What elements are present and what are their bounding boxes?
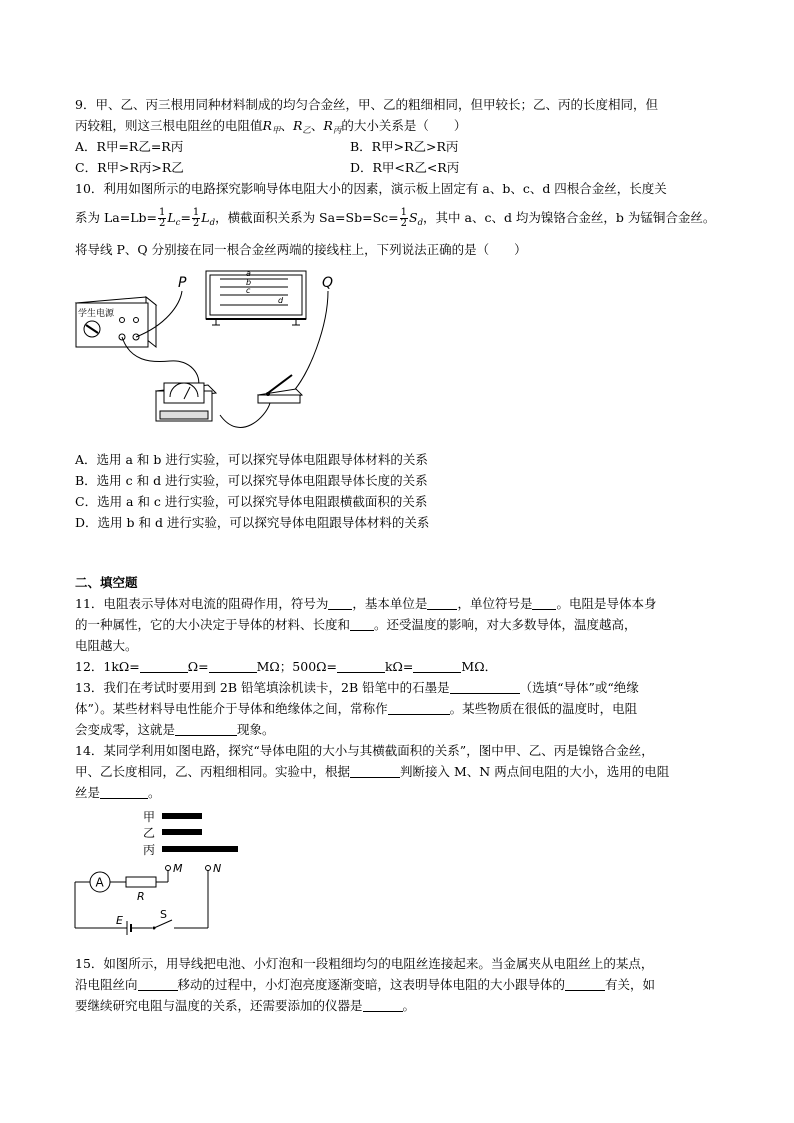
label-yi: 乙	[143, 826, 156, 840]
q10-line3: 将导线 P、Q 分别接在同一根合金丝两端的接线柱上，下列说法正确的是（ ）	[75, 242, 527, 257]
power-supply-icon	[76, 297, 156, 347]
q12-line: 12．1kΩ= Ω= MΩ；500Ω= kΩ= MΩ．	[75, 659, 498, 674]
fraction: $\frac{1}{2}$	[158, 207, 166, 229]
blank[interactable]	[328, 597, 352, 610]
q9-line2-post: 的大小关系是（ ）	[341, 118, 467, 133]
q10-option-c: C．选用 a 和 c 进行实验，可以探究导体电阻跟横截面积的关系	[75, 494, 428, 509]
blank[interactable]	[138, 978, 178, 991]
blank[interactable]	[427, 597, 457, 610]
section-heading: 二、填空题	[75, 575, 138, 590]
terminal-M	[166, 866, 171, 871]
q10-option-b: B．选用 c 和 d 进行实验，可以探究导体电阻跟导体长度的关系	[75, 473, 428, 488]
q14-line1: 14．某同学利用如图电路，探究“导体电阻的大小与其横截面积的关系”，图中甲、乙、丙是镍铬合金丝，	[75, 743, 654, 758]
q10-line2-a: 系为 La=Lb=	[75, 210, 157, 225]
switch-icon	[154, 920, 172, 928]
r-jia: R	[262, 118, 272, 133]
q10-line2-b: ，横截面积关系为 Sa=Sb=Sc=	[215, 210, 399, 225]
ammeter-label: A	[95, 875, 104, 890]
label-N: N	[213, 862, 222, 875]
ammeter-icon	[156, 383, 216, 421]
wire-bing	[162, 846, 238, 852]
switch-icon	[258, 375, 302, 403]
q11-line1: 11．电阻表示导体对电流的阻碍作用，符号为 ，基本单位是 ，单位符号是 。电阻是导体本身	[75, 596, 657, 611]
blank[interactable]	[175, 723, 237, 736]
q13-line2: 体”）。某些材料导电性能介于导体和绝缘体之间，常称作 。某些物质在很低的温度时，电阻	[75, 701, 638, 716]
q11-line2: 的一种属性，它的大小决定于导体的材料、长度和 。还受温度的影响，对大多数导体，温度越高，	[75, 617, 637, 632]
blank[interactable]	[363, 999, 403, 1012]
q11-line3: 电阻越大。	[75, 638, 138, 653]
q9-line1: 9．甲、乙、丙三根用同种材料制成的均匀合金丝，甲、乙的粗细相同，但甲较长；乙、丙的长度相同，但	[75, 97, 658, 112]
blank[interactable]	[413, 660, 461, 673]
q9-option-b: B．R甲>R乙>R丙	[350, 139, 459, 154]
label-Q: Q	[322, 275, 334, 291]
q9-option-c: C．R甲>R丙>R乙	[75, 160, 184, 175]
blank[interactable]	[100, 786, 148, 799]
sub-bing: 丙	[332, 126, 342, 136]
q14-circuit-figure	[70, 808, 250, 938]
r-bing: R	[323, 118, 333, 133]
blank[interactable]	[388, 702, 450, 715]
resistor-label: R	[137, 890, 145, 903]
label-bing: 丙	[143, 843, 156, 857]
fraction: $\frac{1}{2}$	[192, 207, 200, 229]
wire-label-d: d	[278, 296, 284, 305]
q9-line2: 丙较粗，则这三根电阻丝的电阻值$R_甲$、$R_乙$、$R_丙$的大小关系是（ ）	[75, 118, 467, 136]
blank[interactable]	[209, 660, 257, 673]
q15-line3: 要继续研究电阻与温度的关系，还需要添加的仪器是 。	[75, 998, 416, 1013]
power-supply-label: 学生电源	[78, 309, 115, 319]
wire-yi	[162, 829, 202, 835]
blank[interactable]	[450, 681, 520, 694]
fraction: $\frac{1}{2}$	[400, 207, 407, 229]
q10-circuit-figure	[70, 265, 370, 445]
battery-label: E	[116, 914, 123, 927]
q9-option-a: A．R甲=R乙=R丙	[75, 139, 184, 154]
blank[interactable]	[565, 978, 605, 991]
label-jia: 甲	[143, 810, 156, 824]
q13-line1: 13．我们在考试时要用到 2B 铅笔填涂机读卡，2B 铅笔中的石墨是 （选填“导体”或“绝缘	[75, 680, 639, 695]
sub-yi: 乙	[302, 126, 311, 136]
blank[interactable]	[532, 597, 556, 610]
label-M: M	[173, 862, 183, 875]
q9-line2-pre: 丙较粗，则这三根电阻丝的电阻值	[75, 118, 263, 133]
wire-jia	[162, 813, 202, 819]
blank[interactable]	[337, 660, 385, 673]
q15-line2: 沿电阻丝向 移动的过程中，小灯泡亮度逐渐变暗，这表明导体电阻的大小跟导体的 有关，如	[75, 977, 656, 992]
label-P: P	[178, 275, 187, 291]
wire-label-c: c	[246, 286, 251, 295]
q13-line3: 会变成零，这就是 现象。	[75, 722, 275, 737]
resistor-icon	[126, 877, 156, 887]
q9-option-d: D．R甲<R乙<R丙	[350, 160, 460, 175]
blank[interactable]	[350, 618, 374, 631]
q10-option-a: A．选用 a 和 b 进行实验，可以探究导体电阻跟导体材料的关系	[75, 452, 428, 467]
blank[interactable]	[350, 765, 400, 778]
demo-board	[206, 269, 306, 325]
sub-jia: 甲	[271, 126, 281, 136]
q10-line1: 10．利用如图所示的电路探究影响导体电阻大小的因素，演示板上固定有 a、b、c、d 四根合金丝，长度关	[75, 181, 667, 196]
q10-line2-c: ，其中 a、c、d 均为镍铬合金丝，b 为锰铜合金丝。	[423, 210, 716, 225]
switch-label: S	[160, 908, 167, 921]
terminal-N	[206, 866, 211, 871]
r-yi: R	[292, 118, 303, 133]
q14-line2: 甲、乙长度相同，乙、丙粗细相同。实验中，根据 判断接入 M、N 两点间电阻的大小，选用的电阻	[75, 764, 670, 779]
q10-line2: 系为 La=Lb= $\frac{1}{2}$ $L_c=$ $\frac{1}{2}$ $L_d$，横截面积关系为 Sa=Sb=Sc= $\frac{1}{2}$ $S_d$，其中 a、c、d 均为镍铬合金丝，b 为锰铜合金丝。	[75, 207, 716, 229]
wire-label-a: a	[246, 269, 251, 278]
q15-line1: 15．如图所示，用导线把电池、小灯泡和一段粗细均匀的电阻丝连接起来。当金属夹从电阻丝上的某点，	[75, 956, 654, 971]
q10-option-d: D．选用 b 和 d 进行实验，可以探究导体电阻跟导体材料的关系	[75, 515, 430, 530]
wire-label-b: b	[246, 278, 252, 287]
q14-line3: 丝是 。	[75, 785, 161, 800]
blank[interactable]	[140, 660, 188, 673]
